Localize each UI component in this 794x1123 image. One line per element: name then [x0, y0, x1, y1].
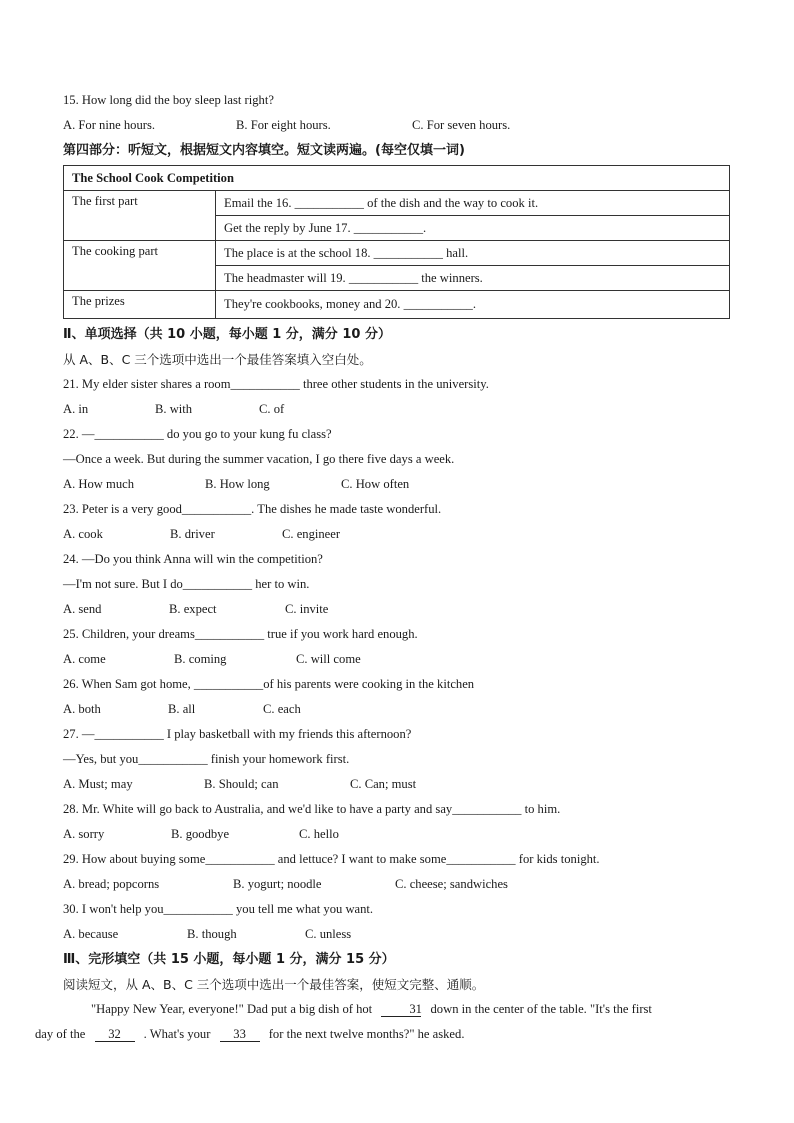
question-15: 15. How long did the boy sleep last right?: [63, 93, 274, 107]
cloze-blank-32: 32: [95, 1027, 135, 1042]
exam-page: [35, 88, 731, 1047]
option-b: B. expect: [169, 602, 217, 616]
question-27-stem: 27. —___________ I play basketball with my friends this afternoon?: [63, 727, 412, 741]
question-23-stem: 23. Peter is a very good___________. The dishes he made taste wonderful.: [63, 502, 442, 516]
option-a: A. sorry: [63, 827, 105, 841]
question-30-stem: 30. I won't help you___________ you tell me what you want.: [63, 902, 374, 916]
part4-heading: 第四部分：听短文，根据短文内容填空。短文读两遍。(每空仅填一词): [63, 143, 465, 158]
table-part-label: The first part: [64, 191, 216, 241]
cook-competition-table: [63, 165, 730, 319]
option-a: A. Must; may: [63, 777, 133, 791]
option-b: B. Should; can: [204, 777, 279, 791]
table-cell: They're cookbooks, money and 20. ___________.: [216, 291, 730, 319]
question-25-stem: 25. Children, your dreams___________ true if you work hard enough.: [63, 627, 418, 641]
option-c: C. Can; must: [350, 777, 417, 791]
table-cell: The place is at the school 18. ___________ hall.: [216, 241, 730, 266]
section3-heading: Ⅲ、完形填空（共 15 小题，每小题 1 分，满分 15 分）: [63, 952, 395, 967]
cloze-paragraph: [35, 997, 731, 1047]
question-23-options: [63, 522, 731, 547]
question-27-response: —Yes, but you___________ finish your homework first.: [63, 752, 350, 766]
question-22-stem: 22. —___________ do you go to your kung fu class?: [63, 427, 332, 441]
cloze-text: "Happy New Year, everyone!" Dad put a big dish of hot: [91, 1002, 373, 1016]
option-a: A. bread; popcorns: [63, 877, 160, 891]
question-30-options: [63, 922, 731, 947]
cloze-blank-31: 31: [381, 1002, 421, 1017]
question-27-options: [63, 772, 731, 797]
question-28-options: [63, 822, 731, 847]
question-15-options: [63, 113, 731, 138]
cloze-text: . What's your: [143, 1027, 211, 1041]
question-29-options: [63, 872, 731, 897]
option-a: A. because: [63, 927, 119, 941]
option-b: B. though: [187, 927, 237, 941]
option-b: B. yogurt; noodle: [233, 877, 322, 891]
option-b: B. all: [168, 702, 196, 716]
table-cell: The headmaster will 19. ___________ the winners.: [216, 266, 730, 291]
question-22-response: —Once a week. But during the summer vacation, I go there five days a week.: [63, 452, 455, 466]
option-c: C. cheese; sandwiches: [395, 877, 508, 891]
option-c: C. hello: [299, 827, 339, 841]
question-24-response: —I'm not sure. But I do___________ her to win.: [63, 577, 310, 591]
question-28-stem: 28. Mr. White will go back to Australia, and we'd like to have a party and say___________ to him.: [63, 802, 561, 816]
option-c: C. How often: [341, 477, 410, 491]
question-24-options: [63, 597, 731, 622]
section2-heading: Ⅱ、单项选择（共 10 小题，每小题 1 分，满分 10 分）: [63, 327, 391, 342]
option-a: A. send: [63, 602, 102, 616]
table-part-label: The cooking part: [64, 241, 216, 291]
option-c: C. each: [263, 702, 301, 716]
option-b: B. with: [155, 402, 193, 416]
option-c: C. of: [259, 402, 285, 416]
option-c: C. engineer: [282, 527, 341, 541]
option-a: A. come: [63, 652, 106, 666]
multiple-choice-list: [63, 372, 731, 947]
question-25-options: [63, 647, 731, 672]
cloze-text: for the next twelve months?" he asked.: [268, 1027, 465, 1041]
option-b: B. coming: [174, 652, 227, 666]
question-21-stem: 21. My elder sister shares a room___________ three other students in the university.: [63, 377, 489, 391]
cloze-text: day of the: [35, 1027, 86, 1041]
option-c: C. For seven hours.: [412, 118, 511, 132]
table-part-label: The prizes: [64, 291, 216, 319]
cloze-blank-33: 33: [220, 1027, 260, 1042]
question-21-options: [63, 397, 731, 422]
question-26-stem: 26. When Sam got home, ___________of his parents were cooking in the kitchen: [63, 677, 475, 691]
section2-instruction: 从 A、B、C 三个选项中选出一个最佳答案填入空白处。: [63, 352, 372, 367]
option-b: B. For eight hours.: [236, 118, 331, 132]
option-b: B. driver: [170, 527, 215, 541]
question-29-stem: 29. How about buying some___________ and lettuce? I want to make some___________ for kids tonight.: [63, 852, 600, 866]
option-c: C. invite: [285, 602, 329, 616]
cloze-text: down in the center of the table. "It's the first: [430, 1002, 652, 1016]
table-title: The School Cook Competition: [64, 166, 730, 191]
table-cell: Email the 16. ___________ of the dish and the way to cook it.: [216, 191, 730, 216]
table-cell: Get the reply by June 17. ___________.: [216, 216, 730, 241]
option-a: A. cook: [63, 527, 103, 541]
option-a: A. in: [63, 402, 89, 416]
option-a: A. How much: [63, 477, 135, 491]
option-b: B. How long: [205, 477, 270, 491]
option-c: C. unless: [305, 927, 352, 941]
option-b: B. goodbye: [171, 827, 230, 841]
question-24-stem: 24. —Do you think Anna will win the competition?: [63, 552, 323, 566]
option-c: C. will come: [296, 652, 361, 666]
section3-instruction: 阅读短文，从 A、B、C 三个选项中选出一个最佳答案，使短文完整、通顺。: [63, 977, 485, 992]
question-22-options: [63, 472, 731, 497]
question-26-options: [63, 697, 731, 722]
option-a: A. both: [63, 702, 101, 716]
option-a: A. For nine hours.: [63, 118, 155, 132]
